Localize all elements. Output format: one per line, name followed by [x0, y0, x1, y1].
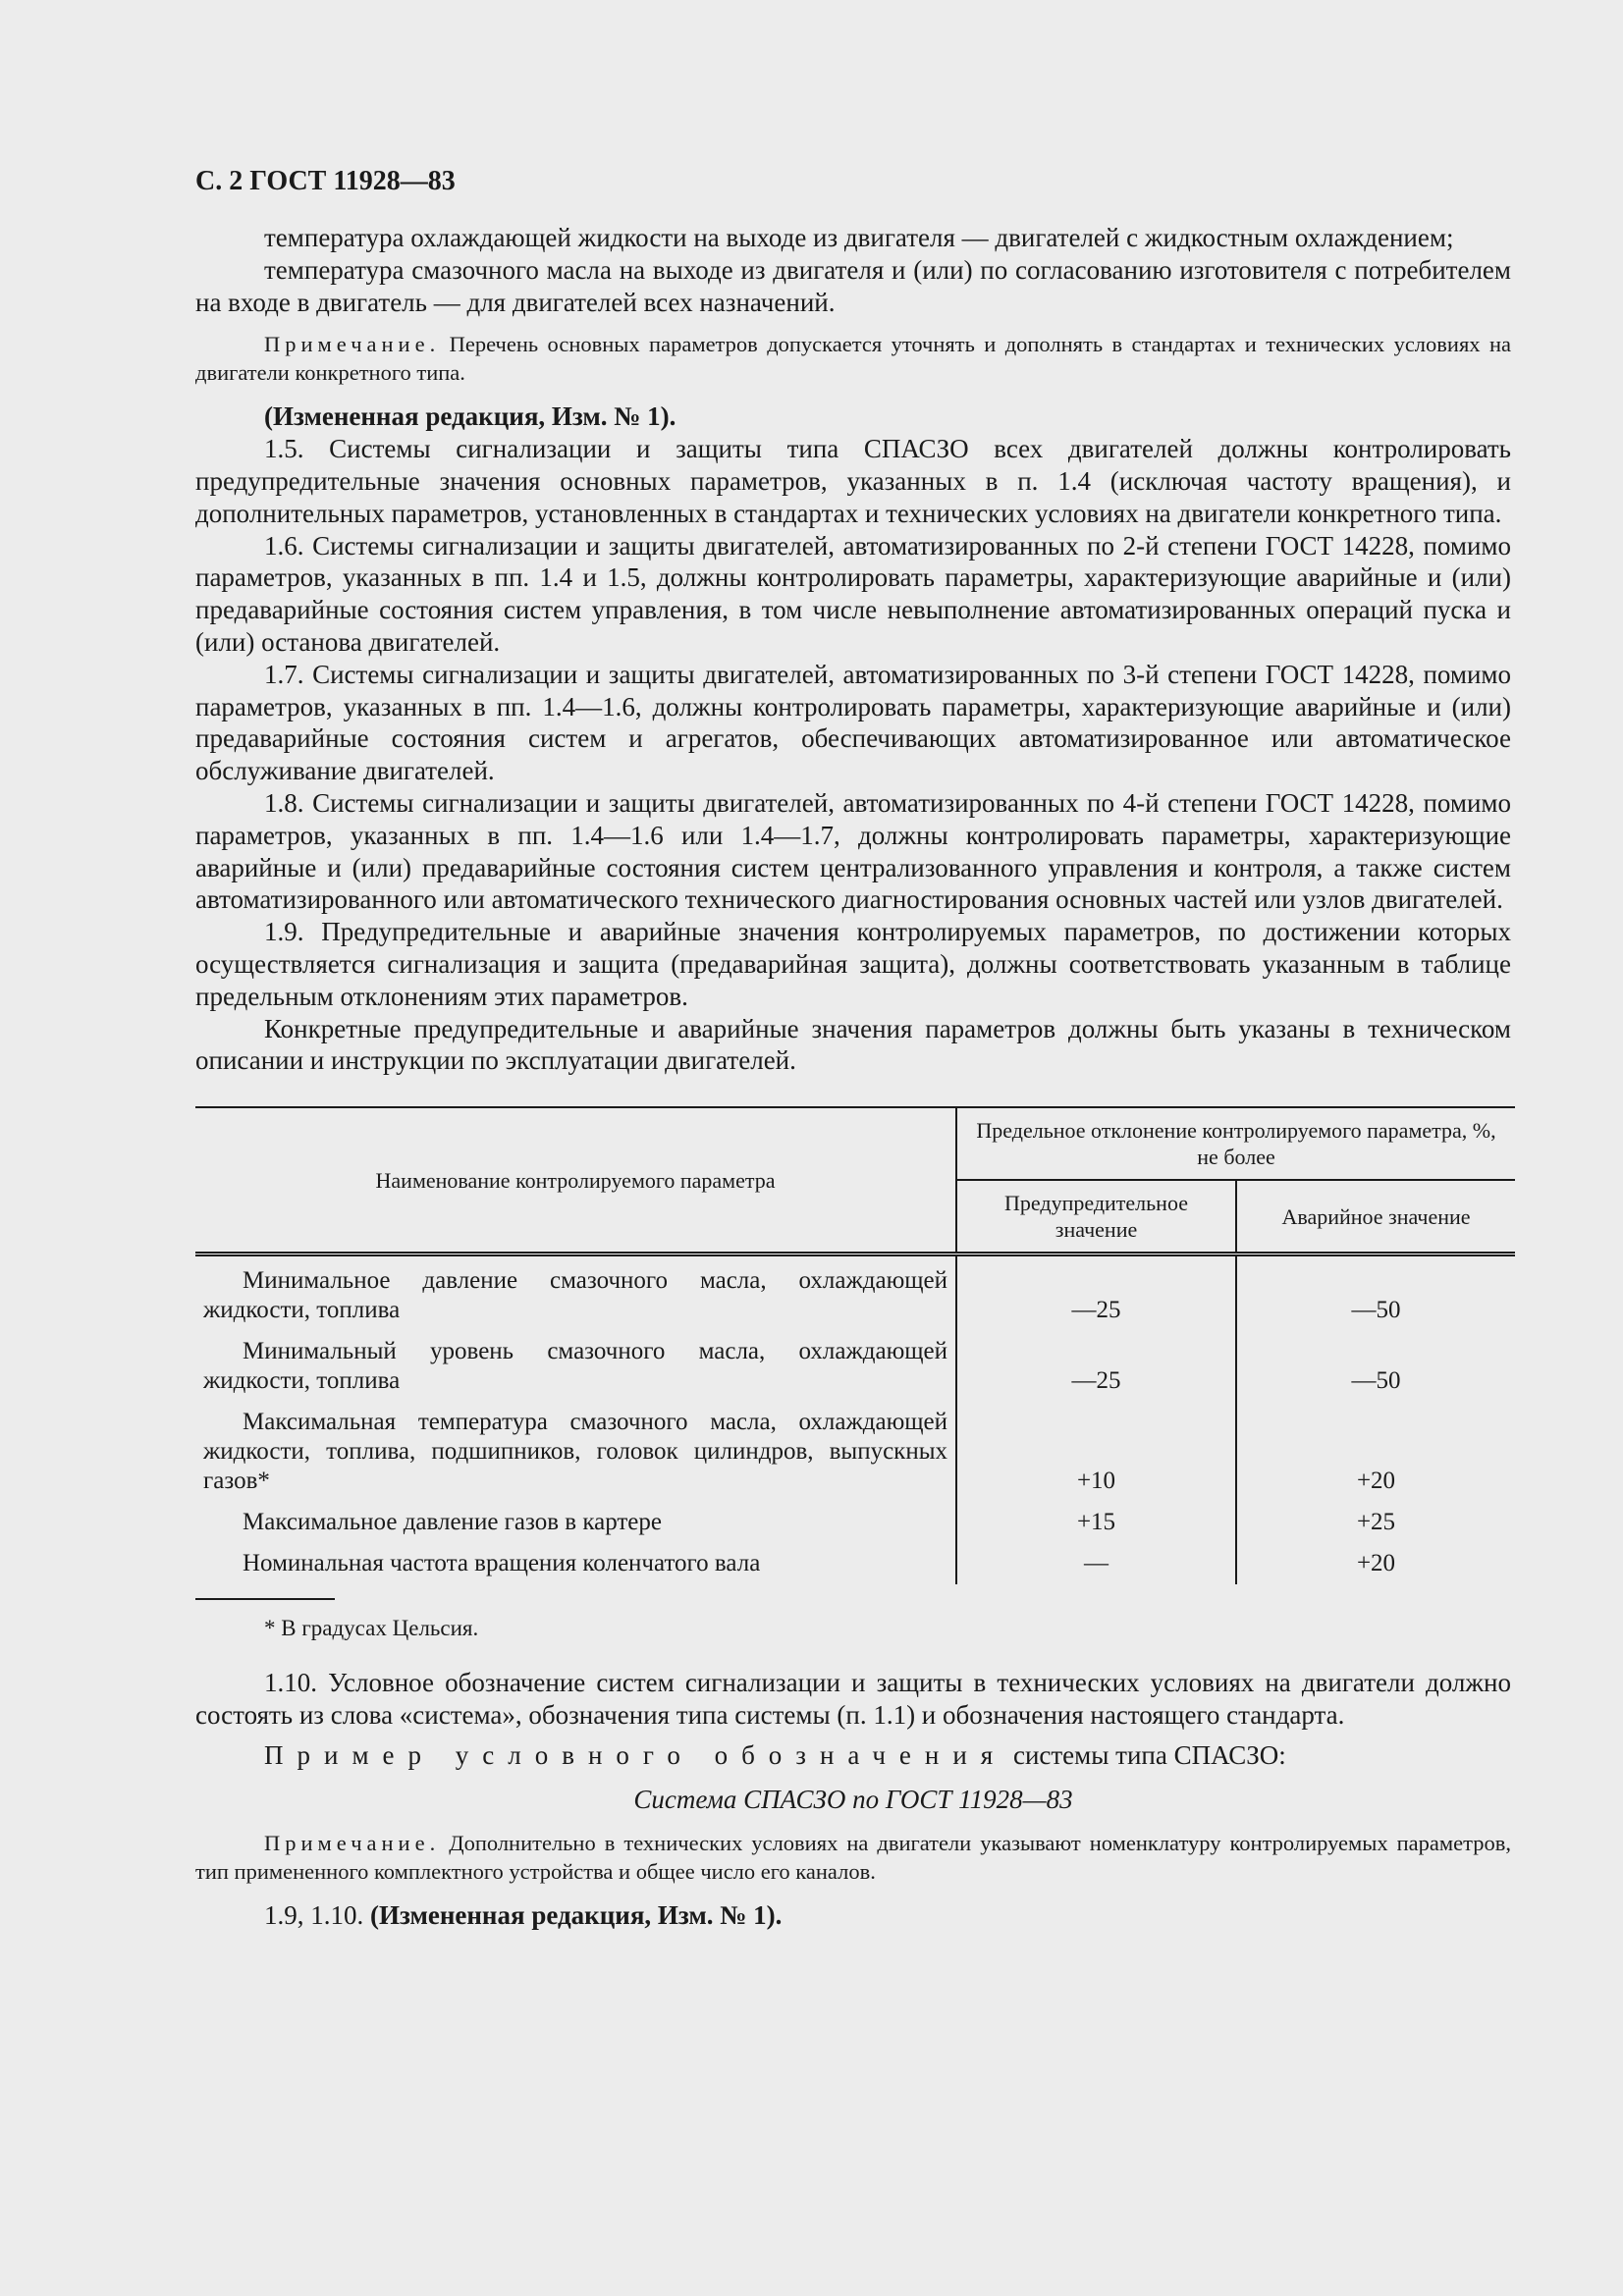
param-name: Максимальное давление газов в картере [243, 1509, 663, 1536]
alarm-value: +20 [1236, 1543, 1515, 1584]
param-name: Минимальный уровень смазочного масла, охлаждающей жидкости, топлива [203, 1338, 947, 1395]
alarm-value: +20 [1236, 1402, 1515, 1502]
note-label: Примечание. [264, 332, 441, 357]
alarm-value: +25 [1236, 1502, 1515, 1543]
clause-1-5: 1.5. Системы сигнализации и защиты типа СПАСЗО всех двигателей должны контролировать предупредительные значения основных параметров, указанных в п. 1.4 (исключая частоту вращения), и дополнительных параметров, установленных в стандартах и технических условиях на двигатели конкретного типа. [195, 434, 1511, 528]
param-name: Минимальное давление смазочного масла, охлаждающей жидкости, топлива [203, 1267, 947, 1324]
warning-value: +10 [956, 1402, 1236, 1502]
revision-prefix: 1.9, 1.10. [264, 1900, 370, 1931]
clause-1-10: 1.10. Условное обозначение систем сигнализации и защиты в технических условиях на двигатели должно состоять из слова «система», обозначения типа системы (п. 1.1) и обозначения настоящего стандарта. [195, 1668, 1511, 1730]
page-header: С. 2 ГОСТ 11928—83 [195, 166, 456, 196]
note-text: Перечень основных параметров допускается уточнять и дополнять в стандартах и технических условиях на двигатели конкретного типа. [195, 332, 1511, 386]
clause-1-7: 1.7. Системы сигнализации и защиты двигателей, автоматизированных по 3-й степени ГОСТ 14228, помимо параметров, указанных в пп. 1.4—1.6, должны контролировать параметры, характеризующие аварийные и (или) предаварийные состояния систем и агрегатов, обеспечивающих автоматизированное или автоматическое обслуживание двигателей. [195, 659, 1511, 786]
table-row [195, 1255, 1515, 1332]
clause-1-9: 1.9. Предупредительные и аварийные значения контролируемых параметров, по достижении которых осуществляется сигнализация и защита (предаварийная защита), должны соответствовать указанным в таблице предельным отклонениям этих параметров. [195, 917, 1511, 1011]
paragraph: температура охлаждающей жидкости на выходе из двигателя — двигателей с жидкостным охлаждением; [264, 223, 1454, 252]
warning-value: —25 [956, 1255, 1236, 1332]
note-text: Дополнительно в технических условиях на двигатели указывают номенклатуру контролируемых параметров, тип примененного комплектного устройства и общее число его каналов. [195, 1831, 1511, 1885]
table-row [195, 1543, 1515, 1584]
paragraph: температура смазочного масла на выходе из двигателя и (или) по согласованию изготовителя с потребителем на входе в двигатель — для двигателей всех назначений. [195, 254, 1511, 317]
warning-value: —25 [956, 1331, 1236, 1402]
footnote-divider [195, 1598, 335, 1600]
deviation-table [195, 1106, 1515, 1584]
param-name: Номинальная частота вращения коленчатого вала [243, 1550, 761, 1577]
page-content [195, 165, 1511, 1932]
table-row [195, 1502, 1515, 1543]
clause-1-8: 1.8. Системы сигнализации и защиты двигателей, автоматизированных по 4-й степени ГОСТ 14228, помимо параметров, указанных в пп. 1.4—1.6 или 1.4—1.7, должны контролировать параметры, характеризующие аварийные и (или) предаварийные состояния систем централизованного управления и контроля, а также систем автоматизированного или автоматического технического диагностирования основных частей или узлов двигателей. [195, 787, 1511, 915]
warning-value: +15 [956, 1502, 1236, 1543]
param-name: Максимальная температура смазочного масла, охлаждающей жидкости, топлива, подшипников, головок цилиндров, выпускных газов* [203, 1409, 947, 1495]
paragraph: Конкретные предупредительные и аварийные значения параметров должны быть указаны в техническом описании и инструкции по эксплуатации двигателей. [195, 1013, 1511, 1076]
col-header-deviation: Предельное отклонение контролируемого параметра, %, не более [956, 1107, 1515, 1180]
revision-note [195, 1899, 1511, 1932]
example-text: системы типа СПАСЗО: [1006, 1739, 1286, 1770]
col-header-warning: Предупредительное значение [956, 1180, 1236, 1255]
clause-1-6: 1.6. Системы сигнализации и защиты двигателей, автоматизированных по 2-й степени ГОСТ 14228, помимо параметров, указанных в пп. 1.4 и 1.5, должны контролировать параметры, характеризующие аварийные и (или) предаварийные состояния систем управления, в том числе невыполнение автоматизированных операций пуска и (или) останова двигателей. [195, 530, 1511, 657]
note [195, 1829, 1511, 1886]
revision-text: (Измененная редакция, Изм. № 1). [370, 1900, 783, 1931]
example-label: Пример условного обозначения [264, 1739, 1007, 1770]
note-label: Примечание. [264, 1831, 441, 1856]
alarm-value: —50 [1236, 1255, 1515, 1332]
revision-note: (Измененная редакция, Изм. № 1). [264, 401, 676, 432]
note [195, 330, 1511, 387]
example-designation: Система СПАСЗО по ГОСТ 11928—83 [633, 1784, 1073, 1814]
col-header-alarm: Аварийное значение [1236, 1180, 1515, 1255]
example-line [195, 1739, 1511, 1772]
alarm-value: —50 [1236, 1331, 1515, 1402]
warning-value: — [956, 1543, 1236, 1584]
table-row [195, 1331, 1515, 1402]
col-header-parameter: Наименование контролируемого параметра [195, 1107, 956, 1255]
table-row [195, 1402, 1515, 1502]
footnote: * В градусах Цельсия. [264, 1616, 479, 1641]
